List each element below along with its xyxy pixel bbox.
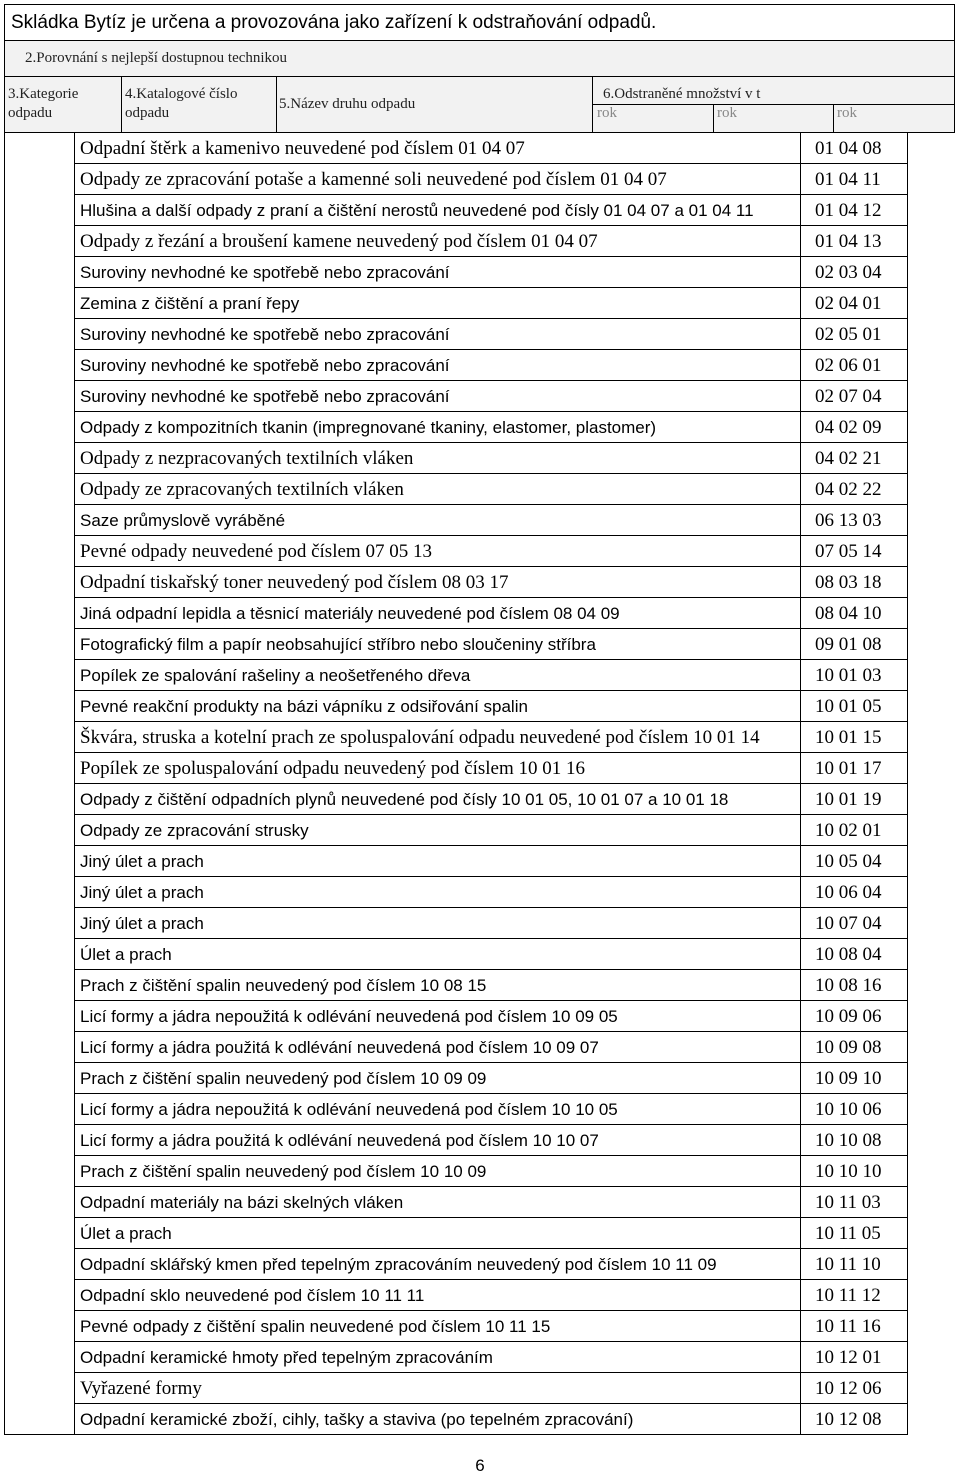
- table-row: [74, 474, 908, 505]
- table-row: [74, 505, 908, 536]
- table-row: [74, 970, 908, 1001]
- table-row: [74, 1373, 908, 1404]
- waste-name: Popílek ze spalování rašeliny a neošetřeného dřeva: [75, 660, 801, 690]
- table-row: [74, 350, 908, 381]
- waste-name: Odpadní sklo neuvedené pod číslem 10 11 11: [75, 1280, 801, 1310]
- table-row: [74, 660, 908, 691]
- waste-name: Odpady z čištění odpadních plynů neuvedené pod čísly 10 01 05, 10 01 07 a 10 01 18: [75, 784, 801, 814]
- table-row: [74, 1094, 908, 1125]
- waste-code: 08 04 10: [815, 603, 882, 624]
- waste-name: Licí formy a jádra nepoužitá k odlévání neuvedená pod číslem 10 10 05: [75, 1094, 801, 1124]
- waste-code: 10 06 04: [815, 882, 882, 903]
- table-row: [74, 1218, 908, 1249]
- header-rok: rok: [837, 105, 857, 121]
- table-row: [74, 691, 908, 722]
- waste-code: 10 07 04: [815, 913, 882, 934]
- table-row: [74, 567, 908, 598]
- header-rok: rok: [717, 105, 737, 121]
- header-mnozstvi: 6.Odstraněné množství v t: [603, 86, 761, 102]
- waste-name: Odpadní sklářský kmen před tepelným zpracováním neuvedený pod číslem 10 11 09: [75, 1249, 801, 1279]
- header-divider: [593, 104, 954, 105]
- waste-name: Odpadní materiály na bázi skelných vláken: [75, 1187, 801, 1217]
- waste-code: 01 04 08: [815, 138, 882, 159]
- waste-name: Odpadní štěrk a kamenivo neuvedené pod číslem 01 04 07: [75, 133, 801, 163]
- table-row: [74, 598, 908, 629]
- waste-code: 10 01 19: [815, 789, 882, 810]
- waste-code: 09 01 08: [815, 634, 882, 655]
- table-row: [74, 1249, 908, 1280]
- table-row: [74, 1063, 908, 1094]
- waste-code: 04 02 21: [815, 448, 882, 469]
- page-number: 6: [475, 1456, 485, 1475]
- waste-name: Úlet a prach: [75, 1218, 801, 1248]
- waste-code: 01 04 12: [815, 200, 882, 221]
- table-row: [74, 1404, 908, 1435]
- header-katalog: 4.Katalogové číslo odpadu: [125, 86, 238, 121]
- waste-code: 02 03 04: [815, 262, 882, 283]
- waste-code: 02 04 01: [815, 293, 882, 314]
- table-row: [74, 1187, 908, 1218]
- header-nazev: 5.Název druhu odpadu: [279, 96, 416, 112]
- waste-code: 10 10 06: [815, 1099, 882, 1120]
- waste-code: 10 09 06: [815, 1006, 882, 1027]
- waste-table: [74, 133, 908, 1435]
- waste-code: 10 12 01: [815, 1347, 882, 1368]
- waste-name: Jiný úlet a prach: [75, 908, 801, 938]
- waste-name: Škvára, struska a kotelní prach ze spoluspalování odpadu neuvedené pod číslem 10 01 14: [75, 722, 801, 752]
- waste-name: Odpady ze zpracování strusky: [75, 815, 801, 845]
- waste-name: Fotografický film a papír neobsahující stříbro nebo sloučeniny stříbra: [75, 629, 801, 659]
- header-divider: [713, 104, 714, 132]
- waste-code: 10 11 03: [815, 1192, 881, 1213]
- waste-code: 10 11 12: [815, 1285, 881, 1306]
- waste-name: Popílek ze spoluspalování odpadu neuvedený pod číslem 10 01 16: [75, 753, 801, 783]
- table-row: [74, 1125, 908, 1156]
- waste-code: 02 07 04: [815, 386, 882, 407]
- waste-code: 01 04 13: [815, 231, 882, 252]
- table-row: [74, 164, 908, 195]
- waste-code: 10 11 05: [815, 1223, 881, 1244]
- table-row: [74, 226, 908, 257]
- waste-name: Zemina z čištění a praní řepy: [75, 288, 801, 318]
- header-kategorie: 3.Kategorie odpadu: [8, 86, 79, 121]
- table-row: [74, 1001, 908, 1032]
- waste-code: 10 11 10: [815, 1254, 881, 1275]
- table-row: [74, 1156, 908, 1187]
- table-row: [74, 784, 908, 815]
- waste-name: Saze průmyslově vyráběné: [75, 505, 801, 535]
- waste-code: 01 04 11: [815, 169, 881, 190]
- table-row: [74, 815, 908, 846]
- waste-name: Odpady z kompozitních tkanin (impregnované tkaniny, elastomer, plastomer): [75, 412, 801, 442]
- table-row: [74, 381, 908, 412]
- table-row: [74, 1280, 908, 1311]
- waste-name: Jiná odpadní lepidla a těsnicí materiály neuvedené pod číslem 08 04 09: [75, 598, 801, 628]
- waste-name: Licí formy a jádra použitá k odlévání neuvedená pod číslem 10 10 07: [75, 1125, 801, 1155]
- table-row: [74, 195, 908, 226]
- waste-name: Suroviny nevhodné ke spotřebě nebo zpracování: [75, 319, 801, 349]
- waste-code: 10 12 06: [815, 1378, 882, 1399]
- table-header: [4, 77, 955, 133]
- table-row: [74, 257, 908, 288]
- waste-name: Odpadní keramické zboží, cihly, tašky a staviva (po tepelném zpracování): [75, 1404, 801, 1434]
- header-cell-katalog: [122, 77, 277, 132]
- waste-code: 10 09 10: [815, 1068, 882, 1089]
- waste-code: 02 06 01: [815, 355, 882, 376]
- table-row: [74, 288, 908, 319]
- table-row: [74, 536, 908, 567]
- waste-code: 04 02 09: [815, 417, 882, 438]
- header-divider: [833, 104, 834, 132]
- section-heading: 2.Porovnání s nejlepší dostupnou technikou: [4, 41, 955, 77]
- waste-code: 10 12 08: [815, 1409, 882, 1430]
- waste-name: Pevné reakční produkty na bázi vápníku z odsiřování spalin: [75, 691, 801, 721]
- waste-code: 10 02 01: [815, 820, 882, 841]
- waste-name: Hlušina a další odpady z praní a čištění nerostů neuvedené pod čísly 01 04 07 a 01 04 11: [75, 195, 801, 225]
- waste-name: Suroviny nevhodné ke spotřebě nebo zpracování: [75, 350, 801, 380]
- waste-code: 10 01 17: [815, 758, 882, 779]
- waste-code: 02 05 01: [815, 324, 882, 345]
- waste-name: Jiný úlet a prach: [75, 877, 801, 907]
- header-cell-nazev: [277, 77, 593, 132]
- table-row: [74, 1311, 908, 1342]
- document-header: [4, 4, 955, 133]
- waste-name: Odpady ze zpracovaných textilních vláken: [75, 474, 801, 504]
- waste-code: 10 01 03: [815, 665, 882, 686]
- waste-code: 10 01 05: [815, 696, 882, 717]
- waste-name: Prach z čištění spalin neuvedený pod číslem 10 10 09: [75, 1156, 801, 1186]
- waste-name: Odpady z řezání a broušení kamene neuvedený pod číslem 01 04 07: [75, 226, 801, 256]
- category-column: [4, 133, 75, 1435]
- waste-name: Prach z čištění spalin neuvedený pod číslem 10 08 15: [75, 970, 801, 1000]
- waste-code: 10 10 10: [815, 1161, 882, 1182]
- waste-name: Licí formy a jádra použitá k odlévání neuvedená pod číslem 10 09 07: [75, 1032, 801, 1062]
- waste-name: Suroviny nevhodné ke spotřebě nebo zpracování: [75, 381, 801, 411]
- waste-code: 07 05 14: [815, 541, 882, 562]
- waste-name: Pevné odpady z čištění spalin neuvedené pod číslem 10 11 15: [75, 1311, 801, 1341]
- waste-name: Odpady ze zpracování potaše a kamenné soli neuvedené pod číslem 01 04 07: [75, 164, 801, 194]
- waste-code: 04 02 22: [815, 479, 882, 500]
- table-row: [74, 412, 908, 443]
- table-row: [74, 133, 908, 164]
- waste-name: Úlet a prach: [75, 939, 801, 969]
- waste-code: 10 08 16: [815, 975, 882, 996]
- header-cell-mnozstvi: [593, 77, 954, 132]
- table-row: [74, 629, 908, 660]
- waste-name: Odpady z nezpracovaných textilních vláken: [75, 443, 801, 473]
- waste-name: Odpadní tiskařský toner neuvedený pod číslem 08 03 17: [75, 567, 801, 597]
- table-row: [74, 1032, 908, 1063]
- table-row: [74, 939, 908, 970]
- waste-name: Odpadní keramické hmoty před tepelným zpracováním: [75, 1342, 801, 1372]
- header-rok: rok: [597, 105, 617, 121]
- waste-name: Licí formy a jádra nepoužitá k odlévání neuvedená pod číslem 10 09 05: [75, 1001, 801, 1031]
- waste-code: 10 10 08: [815, 1130, 882, 1151]
- table-row: [74, 877, 908, 908]
- waste-name: Vyřazené formy: [75, 1373, 801, 1403]
- table-row: [74, 722, 908, 753]
- waste-code: 10 09 08: [815, 1037, 882, 1058]
- page-title: Skládka Bytíz je určena a provozována jako zařízení k odstraňování odpadů.: [4, 4, 955, 41]
- waste-code: 10 08 04: [815, 944, 882, 965]
- table-row: [74, 846, 908, 877]
- table-row: [74, 319, 908, 350]
- table-row: [74, 1342, 908, 1373]
- waste-name: Pevné odpady neuvedené pod číslem 07 05 13: [75, 536, 801, 566]
- table-row: [74, 443, 908, 474]
- waste-name: Suroviny nevhodné ke spotřebě nebo zpracování: [75, 257, 801, 287]
- waste-code: 10 01 15: [815, 727, 882, 748]
- waste-name: Prach z čištění spalin neuvedený pod číslem 10 09 09: [75, 1063, 801, 1093]
- waste-code: 06 13 03: [815, 510, 882, 531]
- header-cell-kategorie: [5, 77, 122, 132]
- waste-code: 10 11 16: [815, 1316, 881, 1337]
- waste-name: Jiný úlet a prach: [75, 846, 801, 876]
- table-row: [74, 908, 908, 939]
- table-row: [74, 753, 908, 784]
- waste-code: 10 05 04: [815, 851, 882, 872]
- waste-code: 08 03 18: [815, 572, 882, 593]
